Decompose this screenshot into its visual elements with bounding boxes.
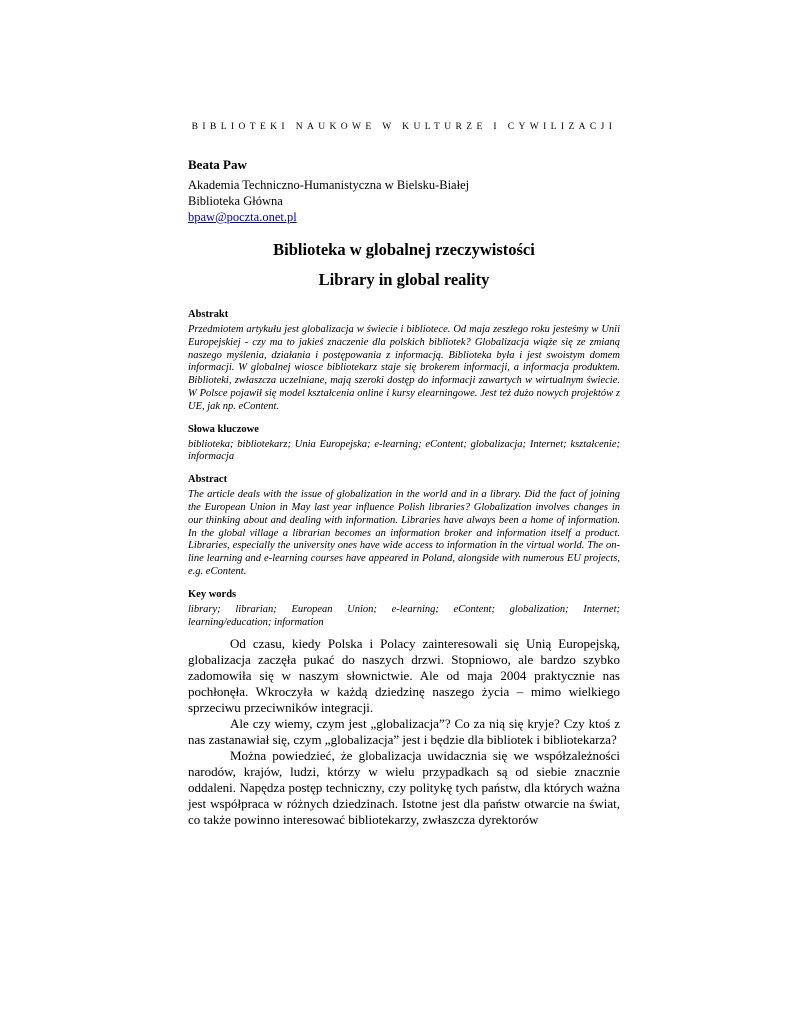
article-titles bbox=[188, 240, 620, 290]
abstracts-section bbox=[188, 308, 620, 638]
abstrakt-section bbox=[188, 308, 620, 414]
abstrakt-heading: Abstrakt bbox=[188, 309, 229, 320]
abstrakt-text: Przedmiotem artykułu jest globalizacja w świecie i bibliotece. Od maja zeszłego roku jesteśmy w Unii Europejskiej - czy ma to jakieś znaczenie dla polskich bibliotek? Globalizacja wiąże się ze zmianą naszego myślenia, działania i postępowania z informacją. Biblioteka była i jest swoistym domem informacji. W globalnej wiosce bibliotekarz staje się brokerem informacji, a informacja produktem. Biblioteki, zwłaszcza uczelniane, mają szeroki dostęp do informacji zawartych w wirtualnym świecie. W Polsce pojawił się model kształcenia online i kursy elearningowe. Jest też dużo nowych projektów z UE, jak np. eContent. bbox=[188, 324, 620, 412]
title-polish: Biblioteka w globalnej rzeczywistości bbox=[273, 240, 535, 259]
key-words-section bbox=[188, 588, 620, 630]
body-text bbox=[188, 636, 620, 828]
author-email-link[interactable]: bpaw@poczta.onet.pl bbox=[188, 210, 297, 224]
title-english: Library in global reality bbox=[318, 270, 490, 289]
abstract-text: The article deals with the issue of globalization in the world and in a library. Did the fact of joining the European Union in May last year influence Polish libraries? Globalization involves changes in our thinking about and dealing with information. Libraries have always been a home of information. In the global village a librarian becomes an information broker and information itself a product. Libraries, especially the university ones have wide access to information in the virtual world. The on-line learning and e-learning courses have appeared in Poland, alongside with numerous EU projects, e.g. eContent. bbox=[188, 489, 620, 577]
abstract-section bbox=[188, 473, 620, 579]
author-affiliation: Akademia Techniczno-Humanistyczna w Bielsku-Białej bbox=[188, 178, 470, 192]
author-name: Beata Paw bbox=[188, 157, 247, 172]
slowa-kluczowe-text: biblioteka; bibliotekarz; Unia Europejska; e-learning; eContent; globalizacja; Internet; kształcenie; informacja bbox=[188, 438, 620, 463]
key-words-heading: Key words bbox=[188, 588, 237, 600]
running-header: BIBLIOTEKI NAUKOWE W KULTURZE I CYWILIZACJI bbox=[191, 122, 617, 132]
author-block bbox=[188, 157, 620, 225]
slowa-kluczowe-section bbox=[188, 423, 620, 465]
abstract-heading: Abstract bbox=[188, 474, 228, 486]
slowa-kluczowe-heading: Słowa kluczowe bbox=[188, 423, 259, 435]
body-paragraph: Od czasu, kiedy Polska i Polacy zainteresowali się Unią Europejską, globalizacja zaczęła pukać do naszych drzwi. Stopniowo, ale bardzo szybko zadomowiła się w naszym słownictwie. Ale od maja 2004 praktycznie nas pochłonęła. Wkroczyła w każdą dziedzinę naszego życia – mimo wielkiego sprzeciwu przeciwników integracji. bbox=[188, 636, 620, 715]
author-unit: Biblioteka Główna bbox=[188, 194, 283, 208]
key-words-text: library; librarian; European Union; e-learning; eContent; globalization; Internet; learning/education; information bbox=[188, 603, 620, 628]
body-paragraph: Ale czy wiemy, czym jest „globalizacja”? Co za nią się kryje? Czy ktoś z nas zastanawiał się, czym „globalizacja” jest i będzie dla bibliotek i bibliotekarza? bbox=[188, 716, 620, 747]
body-paragraph: Można powiedzieć, że globalizacja uwidacznia się we współzależności narodów, krajów, ludzi, którzy w wielu przypadkach są od siebie znacznie oddaleni. Napędza postęp techniczny, czy politykę tych państw, dla których ważna jest współpraca w różnych dziedzinach. Istotne jest dla państw otwarcie na świat, co także powinno interesować bibliotekarzy, zwłaszcza dyrektorów bbox=[188, 748, 620, 827]
